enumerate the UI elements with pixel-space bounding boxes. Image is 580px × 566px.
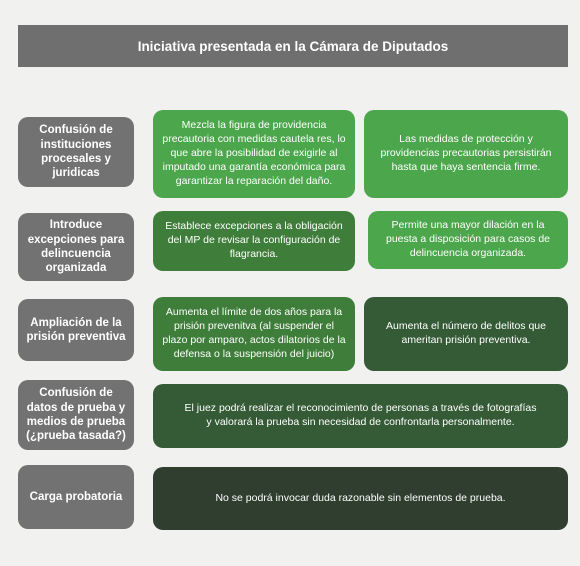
row2-left-box: Establece excepciones a la obligación del MP de revisar la configuración de flagrancia. — [153, 211, 355, 271]
row2-right-box: Permite una mayor dilación en la puesta a disposición para casos de delincuencia organizada. — [368, 211, 568, 269]
row-label-carga-probatoria: Carga probatoria — [18, 465, 134, 529]
row3-right-box: Aumenta el número de delitos que ameritan prisión preventiva. — [364, 297, 568, 371]
row-label-ampliacion-prision: Ampliación de la prisión preventiva — [18, 299, 134, 361]
row1-right-box: Las medidas de protección y providencias precautorias persistirán hasta que haya sentencia firme. — [364, 110, 568, 198]
row3-left-box: Aumenta el límite de dos años para la prisión prevenitva (al suspender el plazo por amparo, actos dilatorios de la defensa o la suspensión del juicio) — [153, 297, 355, 371]
row4-wide-box: El juez podrá realizar el reconocimiento de personas a través de fotografías y valorará la prueba sin necesidad de confrontarla personalmente. — [153, 384, 568, 448]
row-label-excepciones-delincuencia: Introduce excepciones para delincuencia organizada — [18, 213, 134, 281]
row-label-confusion-pruebas: Confusión de datos de prueba y medios de prueba (¿prueba tasada?) — [18, 380, 134, 450]
row1-left-box: Mezcla la figura de providencia precautoria con medidas cautela res, lo que abre la posibilidad de exigirle al imputado una garantía económica para garantizar la reparación del daño. — [153, 110, 355, 198]
page-title: Iniciativa presentada en la Cámara de Diputados — [18, 25, 568, 67]
row-label-confusion-instituciones: Confusión de instituciones procesales y juridicas — [18, 117, 134, 187]
row5-wide-box: No se podrá invocar duda razonable sin elementos de prueba. — [153, 467, 568, 530]
